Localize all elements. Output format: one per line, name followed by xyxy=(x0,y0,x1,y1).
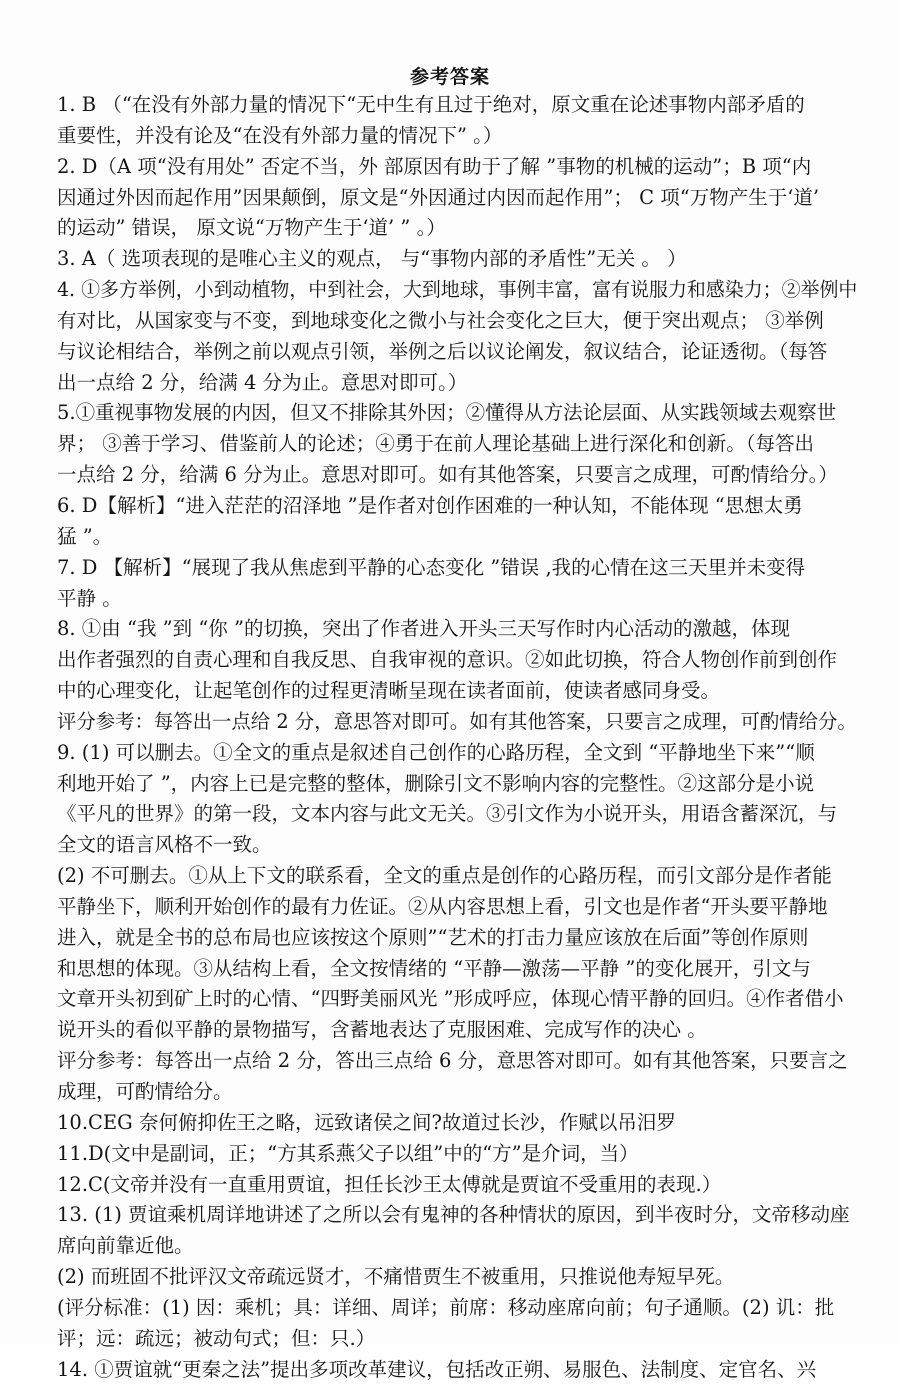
text-line: 猛 ”。 xyxy=(57,524,113,548)
text-line: 10.CEG 奈何俯抑佐王之略，远致诸侯之间?故道过长沙，作赋以吊汨罗 xyxy=(57,1110,676,1134)
text-line: 5.①重视事物发展的内因，但又不排除其外因；②懂得从方法论层面、从实践领域去观察世 xyxy=(57,401,837,425)
text-line: 进入，就是全书的总布局也应该按这个原则”“艺术的打击力量应该放在后面”等创作原则 xyxy=(57,925,809,949)
text-line: 4. ①多方举例，小到动植物，中到社会，大到地球，事例丰富，富有说服力和感染力；②举例中 xyxy=(57,278,858,302)
text-line: 11.D(文中是副词，正；“方其系燕父子以组”中的“方”是介词，当） xyxy=(57,1141,639,1165)
text-line: 平静 。 xyxy=(57,586,122,610)
page-title: 参考答案 xyxy=(409,66,490,88)
text-line: 出作者强烈的自责心理和自我反思、自我审视的意识。②如此切换，符合人物创作前到创作 xyxy=(57,648,838,672)
text-line: 重要性，并没有论及“在没有外部力量的情况下” 。） xyxy=(57,123,503,147)
text-line: 和思想的体现。③从结构上看，全文按情绪的 “平静—激荡—平静 ”的变化展开，引文与 xyxy=(57,956,811,980)
text-line: 14. ①贾谊就“更秦之法”提出多项改革建议，包括改正朔、易服色、法制度、定官名、兴 xyxy=(57,1357,817,1381)
text-line: 出一点给 2 分，给满 4 分为止。意思对即可。） xyxy=(57,370,468,394)
text-line: 12.C(文帝并没有一直重用贾谊，担任长沙王太傅就是贾谊不受重用的表现.） xyxy=(57,1172,722,1196)
text-line: 平静坐下，顺利开始创作的最有力佐证。②从内容思想上看，引文也是作者“开头要平静地 xyxy=(57,894,828,918)
text-line: 全文的语言风格不一致。 xyxy=(57,833,272,857)
text-line: 8. ①由 “我 ”到 “你 ”的切换，突出了作者进入开头三天写作时内心活动的激越，体现 xyxy=(57,617,790,641)
text-line: 1. B （“在没有外部力量的情况下“无中生有且过于绝对，原文重在论述事物内部矛盾的 xyxy=(57,93,805,116)
text-line: 界； ③善于学习、借鉴前人的论述；④勇于在前人理论基础上进行深化和创新。（每答出 xyxy=(57,432,814,456)
text-line: 的运动” 错误， 原文说“万物产生于‘道’ ” 。） xyxy=(57,216,446,240)
text-line: 说开头的看似平静的景物描写，含蓄地表达了克服困难、完成写作的决心 。 xyxy=(57,1018,707,1042)
text-line: 7. D 【解析】“展现了我从焦虑到平静的心态变化 ”错误 ,我的心情在这三天里并未变得 xyxy=(57,555,806,579)
text-line: 席向前靠近他。 xyxy=(57,1234,194,1258)
text-line: 与议论相结合，举例之前以观点引领，举例之后以议论阐发，叙议结合，论证透彻。（每答 xyxy=(57,339,828,363)
text-line: 评分参考：每答出一点给 2 分，意思答对即可。如有其他答案，只要言之成理，可酌情给分。 xyxy=(57,709,857,733)
text-line: (2) 而班固不批评汉文帝疏远贤才，不痛惜贾生不被重用，只推说他寿短早死。 xyxy=(57,1265,735,1289)
text-line: 一点给 2 分，给满 6 分为止。意思对即可。如有其他答案，只要言之成理，可酌情给分。） xyxy=(57,463,838,487)
text-line: 成理，可酌情给分。 xyxy=(57,1080,233,1103)
answer-text-body xyxy=(57,90,857,1385)
text-line: 有对比，从国家变与不变，到地球变化之微小与社会变化之巨大，便于突出观点； ③举例 xyxy=(57,308,824,332)
text-line: (2) 不可删去。①从上下文的联系看，全文的重点是创作的心路历程，而引文部分是作者能 xyxy=(57,864,832,888)
text-line: 13. (1) 贾谊乘机周详地讲述了之所以会有鬼神的各种情状的原因，到半夜时分，文帝移动座 xyxy=(57,1203,850,1227)
text-line: 文章开头初到矿上时的心情、“四野美丽风光 ”形成呼应，体现心情平静的回归。④作者借小 xyxy=(57,987,844,1011)
text-line: 6. D【解析】“进入茫茫的沼泽地 ”是作者对创作困难的一种认知，不能体现 “思想太勇 xyxy=(57,493,803,517)
text-line: 9. (1) 可以删去。①全文的重点是叙述自己创作的心路历程，全文到 “平静地坐下来”“顺 xyxy=(57,740,815,764)
text-line: 评分参考：每答出一点给 2 分，答出三点给 6 分，意思答对即可。如有其他答案，只要言之 xyxy=(57,1049,848,1073)
text-line: (评分标准：(1) 因：乘机；具：详细、周详；前席：移动座席向前；句子通顺。(2) 讥：批 xyxy=(57,1295,835,1319)
text-line: 3. A（ 选项表现的是唯心主义的观点， 与“事物内部的矛盾性”无关 。 ） xyxy=(57,247,687,271)
text-line: 《平凡的世界》的第一段，文本内容与此文无关。③引文作为小说开头，用语含蓄深沉，与 xyxy=(57,802,838,826)
text-line: 利地开始了 ”，内容上已是完整的整体，删除引文不影响内容的完整性。②这部分是小说 xyxy=(57,771,815,795)
text-line: 因通过外因而起作用”因果颠倒，原文是“外因通过内因而起作用”； C 项“万物产生于‘道’ xyxy=(57,185,820,209)
text-line: 2. D（A 项“没有用处” 否定不当，外 部原因有助于了解 ”事物的机械的运动”；B 项“内 xyxy=(57,154,812,178)
text-line: 评；远：疏远；被动句式；但：只.） xyxy=(57,1326,376,1350)
text-line: 中的心理变化，让起笔创作的过程更清晰呈现在读者面前，使读者感同身受。 xyxy=(57,679,721,703)
